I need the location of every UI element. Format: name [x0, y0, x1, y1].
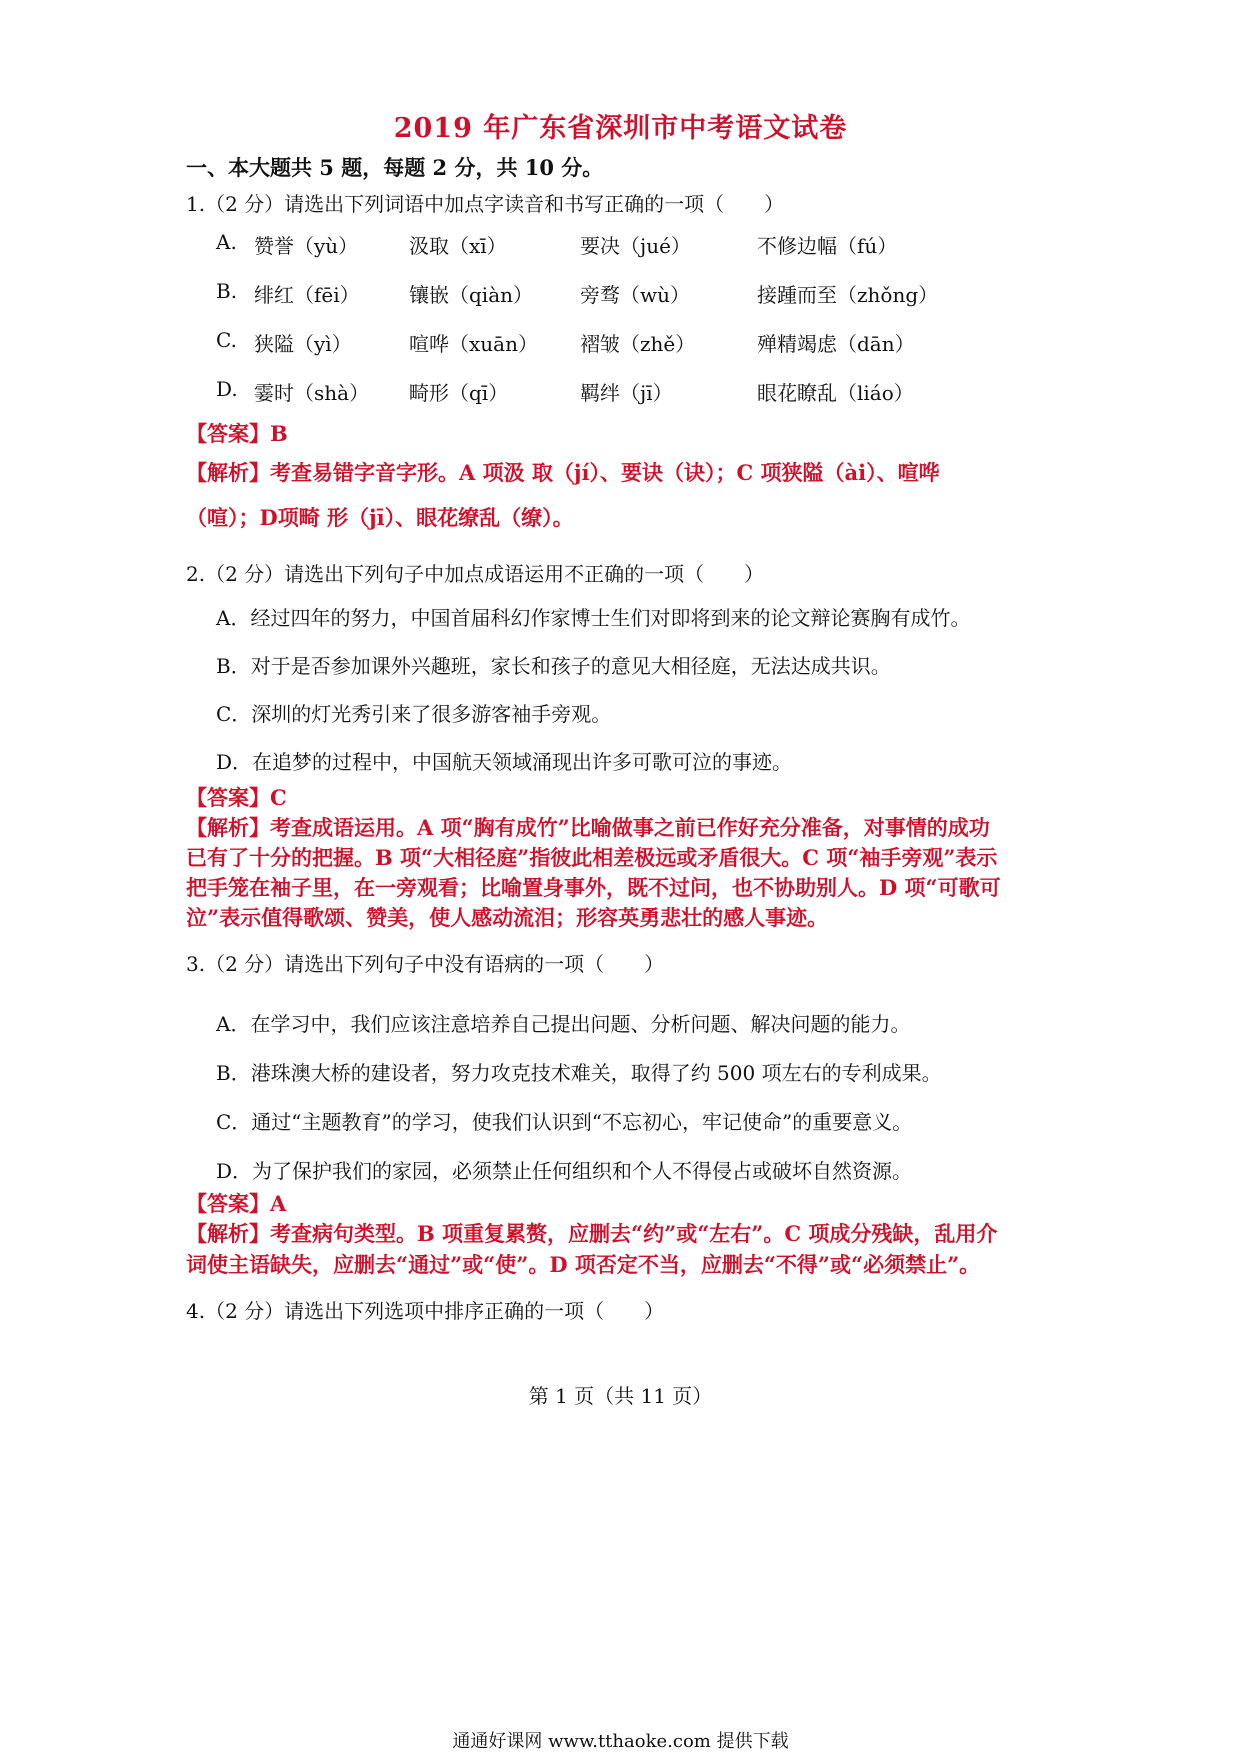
q3-option-c: C．通过“主题教育”的学习，使我们认识到“不忘初心，牢记使命”的重要意义。	[216, 1110, 913, 1134]
q1-answer: 【答案】B	[186, 421, 288, 446]
q1-option-b	[216, 279, 1116, 307]
option-letter: D.	[216, 377, 238, 401]
q2-option-c: C．深圳的灯光秀引来了很多游客袖手旁观。	[216, 702, 612, 726]
question-2-stem: 2.（2 分）请选出下列句子中加点成语运用不正确的一项（ ）	[186, 562, 765, 586]
option-word: 镶嵌（qiàn）	[409, 283, 534, 307]
q2-answer: 【答案】C	[186, 785, 287, 810]
q1-analysis-line: 【解析】考查易错字音字形。A 项汲 取（jí）、要诀（诀）；C 项狭隘（ài）、喧哗	[186, 460, 940, 485]
q1-option-c	[216, 328, 1116, 356]
question-3-stem: 3.（2 分）请选出下列句子中没有语病的一项（ ）	[186, 952, 665, 976]
option-word: 眼花瞭乱（liáo）	[757, 381, 914, 405]
q2-analysis-line: 泣”表示值得歌颂、赞美，使人感动流泪；形容英勇悲壮的感人事迹。	[186, 905, 829, 930]
option-letter: C.	[216, 328, 237, 352]
q1-option-a	[216, 230, 1116, 258]
page-number: 第 1 页（共 11 页）	[528, 1384, 713, 1408]
q1-option-d	[216, 377, 1116, 405]
option-word: 要决（jué）	[580, 234, 691, 258]
option-word: 畸形（qī）	[409, 381, 509, 405]
q2-analysis-line: 【解析】考查成语运用。A 项“胸有成竹”比喻做事之前已作好充分准备，对事情的成功	[186, 815, 990, 840]
question-1-stem: 1.（2 分）请选出下列词语中加点字读音和书写正确的一项（ ）	[186, 192, 785, 216]
option-word: 羁绊（jī）	[580, 381, 673, 405]
q3-analysis-line: 【解析】考查病句类型。B 项重复累赘，应删去“约”或“左右”。C 项成分残缺，乱用介	[186, 1221, 998, 1246]
page-title: 2019 年广东省深圳市中考语文试卷	[393, 113, 848, 144]
q2-analysis-line: 把手笼在袖子里，在一旁观看；比喻置身事外，既不过问，也不协助别人。D 项“可歌可	[186, 875, 1001, 900]
option-letter: A.	[216, 230, 237, 254]
q2-option-b: B．对于是否参加课外兴趣班，家长和孩子的意见大相径庭，无法达成共识。	[216, 654, 891, 678]
source-note: 通通好课网 www.tthaoke.com 提供下载	[452, 1731, 789, 1752]
q3-answer: 【答案】A	[186, 1191, 287, 1216]
q2-option-a: A．经过四年的努力，中国首届科幻作家博士生们对即将到来的论文辩论赛胸有成竹。	[216, 606, 971, 630]
q2-analysis-line: 已有了十分的把握。B 项“大相径庭”指彼此相差极远或矛盾很大。C 项“袖手旁观”表示	[186, 845, 998, 870]
option-word: 不修边幅（fú）	[757, 234, 898, 258]
option-word: 褶皱（zhě）	[580, 332, 696, 356]
option-word: 接踵而至（zhǒng）	[757, 283, 939, 307]
option-word: 殚精竭虑（dān）	[757, 332, 915, 356]
q3-analysis-line: 词使主语缺失，应删去“通过”或“使”。D 项否定不当，应删去“不得”或“必须禁止”。	[186, 1252, 981, 1277]
q3-option-a: A．在学习中，我们应该注意培养自己提出问题、分析问题、解决问题的能力。	[216, 1012, 911, 1036]
q1-analysis-line: （喧）；D项畸 形（jī）、眼花缭乱（缭）。	[186, 505, 574, 530]
option-word: 赞誉（yù）	[254, 234, 359, 258]
option-word: 喧哗（xuān）	[409, 332, 538, 356]
q3-option-d: D．为了保护我们的家园，必须禁止任何组织和个人不得侵占或破坏自然资源。	[216, 1159, 913, 1183]
option-word: 汲取（xī）	[409, 234, 507, 258]
section-heading: 一、本大题共 5 题，每题 2 分，共 10 分。	[186, 155, 604, 180]
option-word: 狭隘（yì）	[254, 332, 352, 356]
question-4-stem: 4.（2 分）请选出下列选项中排序正确的一项（ ）	[186, 1299, 665, 1323]
q3-option-b: B．港珠澳大桥的建设者，努力攻克技术难关，取得了约 500 项左右的专利成果。	[216, 1061, 942, 1085]
option-word: 霎时（shà）	[254, 381, 370, 405]
option-word: 旁骛（wù）	[580, 283, 690, 307]
q2-option-d: D．在追梦的过程中，中国航天领域涌现出许多可歌可泣的事迹。	[216, 750, 793, 774]
option-letter: B.	[216, 279, 238, 303]
option-word: 绯红（fēi）	[254, 283, 360, 307]
